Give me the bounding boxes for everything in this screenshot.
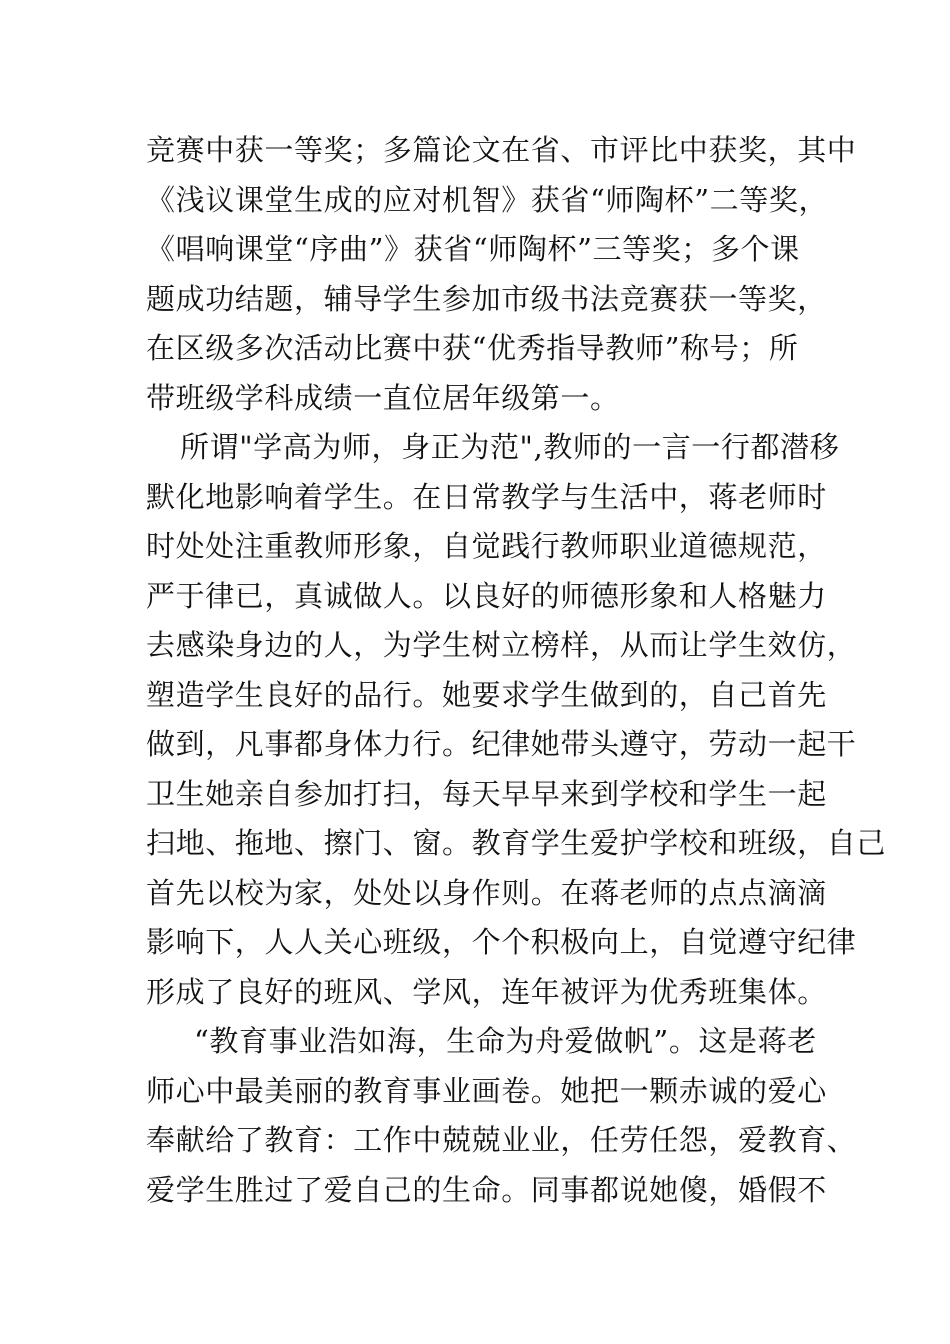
text-line: 题成功结题，辅导学生参加市级书法竞赛获一等奖， (146, 281, 827, 316)
text-line: 扫地、拖地、擦门、窗。教育学生爱护学校和班级，自己 (146, 826, 887, 860)
body-text (146, 126, 887, 1215)
text-line: 做到，凡事都身体力行。纪律她带头遵守，劳动一起干 (146, 727, 857, 761)
paragraph-start-line: “教育事业浩如海，生命为舟爱做帆”。这是蒋老 (194, 1024, 817, 1058)
text-line: 时处处注重教师形象，自觉践行教师职业道德规范， (146, 529, 827, 563)
text-line: 师心中最美丽的教育事业画卷。她把一颗赤诚的爱心 (146, 1073, 827, 1108)
text-line: 默化地影响着学生。在日常教学与生活中，蒋老师时 (146, 479, 827, 514)
text-line: 奉献给了教育：工作中兢兢业业，任劳任怨，爱教育、 (146, 1123, 857, 1157)
text-line: 塑造学生良好的品行。她要求学生做到的，自己首先 (146, 677, 827, 712)
text-line: 影响下，人人关心班级，个个积极向上，自觉遵守纪律 (146, 925, 857, 959)
text-line: 《唱响课堂“序曲”》获省“师陶杯”三等奖；多个课 (146, 232, 800, 266)
text-line: 形成了良好的班风、学风，连年被评为优秀班集体。 (146, 974, 827, 1009)
text-line: 爱学生胜过了爱自己的生命。同事都说她傻，婚假不 (146, 1172, 827, 1207)
text-line: 《浅议课堂生成的应对机智》获省“师陶杯”二等奖， (146, 182, 829, 217)
text-line: 首先以校为家，处处以身作则。在蒋老师的点点滴滴 (146, 875, 827, 910)
text-line: 带班级学科成绩一直位居年级第一。 (146, 380, 620, 415)
text-line: 去感染身边的人，为学生树立榜样，从而让学生效仿， (146, 628, 857, 662)
text-line: 竞赛中获一等奖；多篇论文在省、市评比中获奖，其中 (146, 133, 857, 167)
paragraph-start-line: 所谓"学高为师，身正为范",教师的一言一行都潜移 (180, 430, 840, 464)
text-line: 严于律已，真诚做人。以良好的师德形象和人格魅力 (146, 578, 827, 613)
text-line: 卫生她亲自参加打扫，每天早早来到学校和学生一起 (146, 776, 827, 811)
text-line: 在区级多次活动比赛中获“优秀指导教师”称号；所 (146, 331, 799, 365)
